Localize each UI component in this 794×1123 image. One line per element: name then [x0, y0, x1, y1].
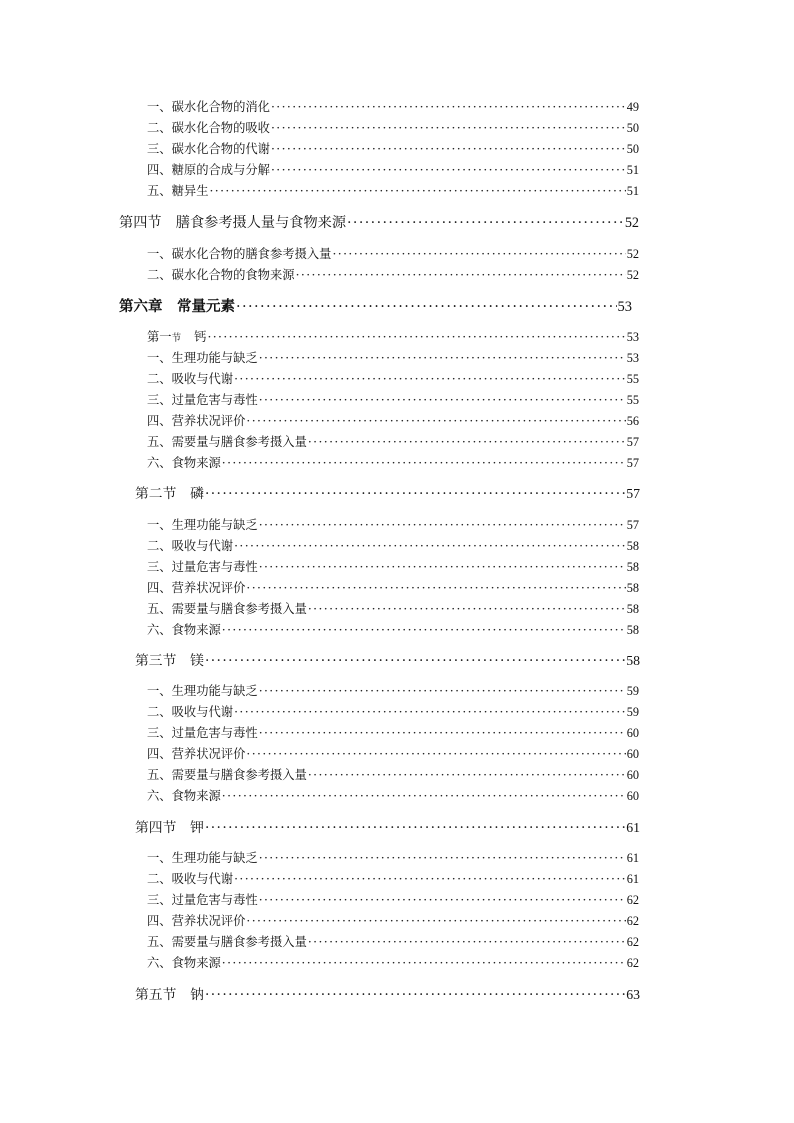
toc-entry-title: 四、营养状况评价	[147, 747, 246, 761]
toc-page-number: 61	[626, 820, 640, 835]
toc-leader	[271, 163, 626, 177]
toc-page-number: 61	[626, 872, 639, 886]
toc-entry	[147, 620, 639, 638]
toc-leader	[234, 705, 626, 719]
toc-entry	[147, 536, 639, 554]
toc-entry	[147, 765, 639, 783]
toc-entry-title: 三、过量危害与毒性	[147, 726, 258, 740]
toc-entry-title: 三、过量危害与毒性	[147, 893, 258, 907]
toc-entry-title: 四、营养状况评价	[147, 414, 246, 428]
toc-entry	[147, 139, 639, 157]
toc-page-number: 58	[626, 539, 639, 553]
toc-entry-title: 第二节 磷	[135, 486, 204, 502]
toc-entry-title: 三、过量危害与毒性	[147, 393, 258, 407]
toc-leader	[210, 184, 626, 198]
toc-page-number: 51	[626, 163, 639, 177]
toc-page-number: 50	[626, 121, 639, 135]
toc-page-number: 62	[626, 893, 639, 907]
toc-page-number: 62	[626, 914, 639, 928]
toc-leader	[259, 560, 626, 574]
toc-entry-title: 第三节 镁	[135, 653, 204, 669]
toc-section-heading	[119, 212, 639, 232]
toc-entry-title: 一、生理功能与缺乏	[147, 518, 258, 532]
toc-entry-title: 二、吸收与代谢	[147, 872, 234, 886]
toc-leader	[234, 872, 626, 886]
toc-entry	[147, 515, 639, 533]
toc-page-number: 61	[626, 851, 639, 865]
toc-entry-title: 五、需要量与膳食参考摄入量	[147, 602, 307, 616]
toc-page-number: 51	[626, 184, 639, 198]
toc-entry	[147, 599, 639, 617]
toc-leader	[207, 330, 625, 344]
toc-entry	[147, 265, 639, 283]
toc-entry-title: 五、需要量与膳食参考摄入量	[147, 768, 307, 782]
toc-entry-title: 六、食物来源	[147, 956, 221, 970]
toc-entry	[147, 181, 639, 199]
toc-leader	[246, 581, 625, 595]
toc-page-number: 58	[626, 623, 639, 637]
toc-leader	[246, 914, 625, 928]
toc-section-heading	[135, 482, 640, 502]
toc-chapter-heading	[119, 295, 632, 316]
toc-page-number: 57	[626, 518, 639, 532]
toc-page-number: 62	[626, 935, 639, 949]
toc-page-number: 52	[626, 268, 639, 282]
toc-page-number: 60	[626, 726, 639, 740]
toc-entry-title: 四、营养状况评价	[147, 581, 246, 595]
toc-entry	[147, 453, 639, 471]
toc-entry-title: 第一节 钙	[147, 330, 207, 344]
toc-leader	[308, 768, 626, 782]
toc-page-number: 60	[626, 768, 639, 782]
toc-entry-title: 二、吸收与代谢	[147, 705, 234, 719]
toc-entry-title: 第六章 常量元素	[119, 298, 235, 315]
toc-entry	[147, 890, 639, 908]
toc-leader	[236, 299, 617, 315]
toc-entry-title: 四、糖原的合成与分解	[147, 163, 270, 177]
toc-entry-title: 一、生理功能与缺乏	[147, 684, 258, 698]
toc-entry	[147, 932, 639, 950]
toc-page-number: 60	[626, 789, 639, 803]
toc-entry-title: 五、需要量与膳食参考摄入量	[147, 935, 307, 949]
toc-entry-title: 第四节 膳食参考摄人量与食物来源	[119, 215, 347, 231]
toc-leader	[259, 518, 626, 532]
toc-page-number: 50	[626, 142, 639, 156]
toc-page-number: 58	[626, 602, 639, 616]
toc-entry-title: 一、生理功能与缺乏	[147, 351, 258, 365]
toc-entry-title: 第五节 钠	[135, 987, 204, 1003]
toc-entry	[147, 911, 639, 929]
toc-page-number: 52	[626, 247, 639, 261]
toc-entry	[147, 869, 639, 887]
toc-entry-title: 四、营养状况评价	[147, 914, 246, 928]
toc-entry-title: 一、生理功能与缺乏	[147, 851, 258, 865]
toc-entry-title: 第四节 钾	[135, 820, 204, 836]
toc-entry-title: 六、食物来源	[147, 789, 221, 803]
toc-entry-title: 三、过量危害与毒性	[147, 560, 258, 574]
toc-page-number: 56	[626, 414, 639, 428]
toc-page-number: 58	[626, 581, 639, 595]
toc-entry-title: 一、碳水化合物的消化	[147, 100, 270, 114]
toc-entry	[147, 432, 639, 450]
toc-leader	[222, 789, 626, 803]
toc-entry	[147, 160, 639, 178]
toc-leader	[222, 956, 626, 970]
toc-entry-title: 二、吸收与代谢	[147, 539, 234, 553]
toc-leader	[246, 747, 625, 761]
toc-section-heading	[135, 983, 640, 1003]
toc-entry-title: 一、碳水化合物的膳食参考摄入量	[147, 247, 332, 261]
toc-section-heading	[135, 816, 640, 836]
toc-leader	[259, 684, 626, 698]
toc-leader	[271, 121, 626, 135]
toc-leader	[259, 393, 626, 407]
toc-page-number: 53	[626, 330, 639, 344]
toc-leader	[259, 851, 626, 865]
toc-leader	[296, 268, 626, 282]
toc-entry	[147, 348, 639, 366]
toc-entry-title: 六、食物来源	[147, 623, 221, 637]
toc-page-number: 52	[624, 215, 639, 231]
toc-leader	[222, 456, 626, 470]
toc-entry	[147, 578, 639, 596]
toc-page-number: 58	[626, 560, 639, 574]
toc-page-number: 62	[626, 956, 639, 970]
toc-leader	[308, 935, 626, 949]
toc-entry-title: 五、需要量与膳食参考摄入量	[147, 435, 307, 449]
toc-entry	[147, 681, 639, 699]
toc-entry	[147, 744, 639, 762]
toc-entry	[147, 244, 639, 262]
toc-entry	[147, 97, 639, 115]
toc-page-number: 53	[617, 299, 632, 315]
toc-page-number: 57	[626, 435, 639, 449]
toc-page-number: 55	[626, 372, 639, 386]
toc-leader	[308, 602, 626, 616]
toc-page-number: 59	[626, 684, 639, 698]
toc-entry-title: 五、糖异生	[147, 184, 209, 198]
toc-leader	[234, 372, 626, 386]
toc-leader	[205, 820, 625, 836]
toc-page-number: 59	[626, 705, 639, 719]
toc-entry	[147, 118, 639, 136]
toc-leader	[234, 539, 626, 553]
toc-entry	[147, 786, 639, 804]
toc-entry	[147, 723, 639, 741]
toc-entry-title: 二、碳水化合物的食物来源	[147, 268, 295, 282]
toc-entry	[147, 702, 639, 720]
toc-page-number: 58	[626, 653, 640, 668]
toc-leader	[259, 351, 626, 365]
toc-entry	[147, 557, 639, 575]
toc-leader	[308, 435, 626, 449]
toc-entry-title: 二、吸收与代谢	[147, 372, 234, 386]
toc-page-number: 57	[626, 486, 640, 501]
toc-leader	[347, 215, 624, 231]
toc-page-number: 53	[626, 351, 639, 365]
toc-page-number: 55	[626, 393, 639, 407]
toc-leader	[246, 414, 625, 428]
toc-leader	[205, 987, 625, 1003]
toc-entry-title: 三、碳水化合物的代谢	[147, 142, 270, 156]
toc-leader	[271, 100, 626, 114]
toc-leader	[271, 142, 626, 156]
toc-leader	[332, 247, 625, 261]
toc-entry	[147, 848, 639, 866]
toc-entry-title: 二、碳水化合物的吸收	[147, 121, 270, 135]
toc-entry	[147, 411, 639, 429]
toc-section-heading	[147, 327, 639, 345]
toc-section-heading	[135, 649, 640, 669]
toc-entry	[147, 390, 639, 408]
toc-page-number: 60	[626, 747, 639, 761]
toc-entry	[147, 369, 639, 387]
toc-leader	[222, 623, 626, 637]
toc-leader	[259, 893, 626, 907]
toc-leader	[205, 486, 625, 502]
toc-page-number: 57	[626, 456, 639, 470]
toc-entry-title: 六、食物来源	[147, 456, 221, 470]
toc-entry	[147, 953, 639, 971]
toc-page-number: 49	[626, 100, 639, 114]
toc-leader	[205, 653, 625, 669]
toc-page-number: 63	[626, 987, 640, 1002]
toc-leader	[259, 726, 626, 740]
